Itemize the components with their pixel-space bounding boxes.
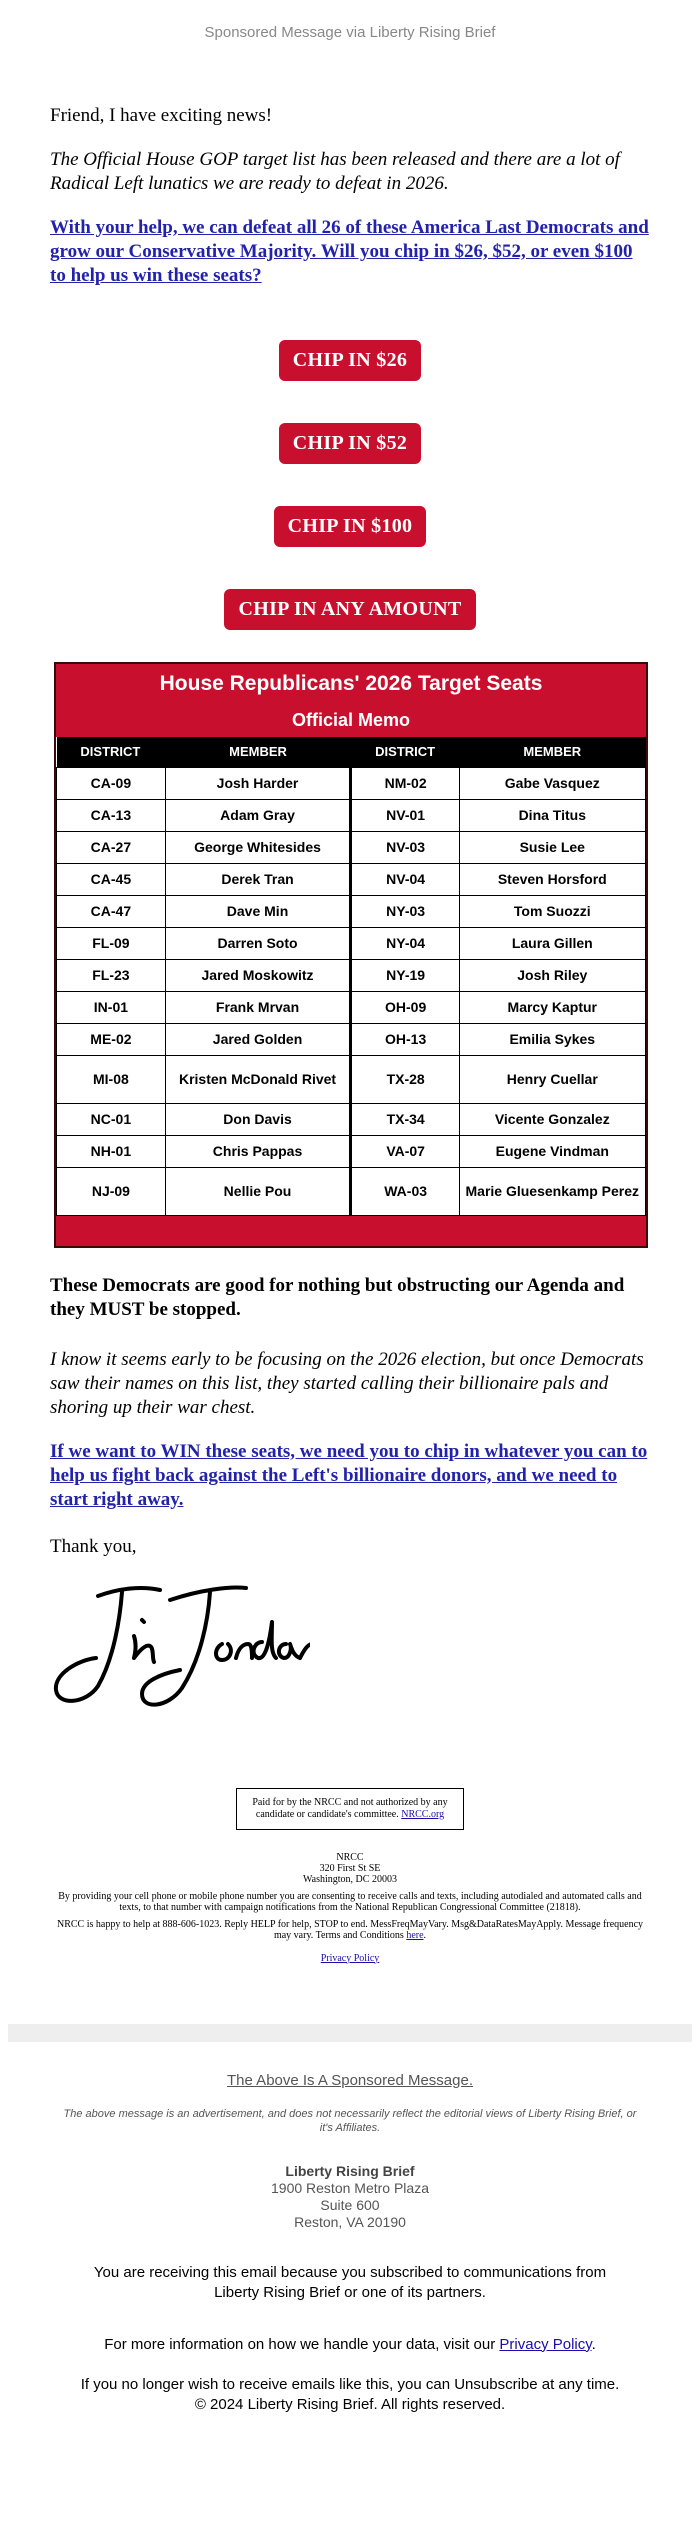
ask-paragraph <box>50 216 650 288</box>
chip-in-52-button[interactable]: CHIP IN $52 <box>279 423 421 464</box>
intro-paragraph: The Official House GOP target list has been released and there are a lot of Radical Left lunatics we are ready to defeat in 2026. <box>50 149 620 194</box>
district-cell: CA-27 <box>57 831 166 863</box>
signature-icon <box>50 1578 310 1718</box>
district-cell: CA-09 <box>57 767 166 799</box>
district-cell: CA-45 <box>57 863 166 895</box>
member-cell: Don Davis <box>165 1103 350 1135</box>
district-cell: OH-13 <box>351 1023 460 1055</box>
member-cell: George Whitesides <box>165 831 350 863</box>
column-header: DISTRICT <box>351 737 460 767</box>
org-addr-line: Suite 600 <box>320 2196 380 2213</box>
table-row <box>57 1103 646 1135</box>
table-row <box>57 1167 646 1215</box>
target-seats-table <box>56 737 646 1216</box>
table-row <box>57 863 646 895</box>
district-cell: NV-04 <box>351 863 460 895</box>
district-cell: MI-08 <box>57 1055 166 1103</box>
signature-image <box>50 1578 650 1718</box>
member-cell: Laura Gillen <box>460 927 645 959</box>
nrcc-address <box>50 1852 650 1964</box>
footer-privacy-link[interactable]: Privacy Policy <box>499 2335 592 2353</box>
data-info-text: For more information on how we handle your data, visit our <box>104 2335 496 2353</box>
nrcc-link[interactable]: NRCC.org <box>401 1808 445 1820</box>
ask-link-2[interactable]: If we want to WIN these seats, we need you to chip in whatever you can to help us fight back against the Left's billionaire donors, and we need to start right away. <box>50 1440 648 1510</box>
sponsor-footer <box>0 2072 700 2415</box>
district-cell: NV-01 <box>351 799 460 831</box>
table-row <box>57 1135 646 1167</box>
sponsor-line: Sponsored Message via Liberty Rising Brief <box>204 24 496 41</box>
member-cell: Kristen McDonald Rivet <box>165 1055 350 1103</box>
addr-line: 320 First St SE <box>319 1862 381 1874</box>
chip-in-any-amount-button[interactable]: CHIP IN ANY AMOUNT <box>224 589 475 630</box>
district-cell: FL-09 <box>57 927 166 959</box>
district-cell: NY-04 <box>351 927 460 959</box>
table-row <box>57 767 646 799</box>
district-cell: NY-03 <box>351 895 460 927</box>
member-cell: Marcy Kaptur <box>460 991 645 1023</box>
member-cell: Derek Tran <box>165 863 350 895</box>
greeting: Friend, I have exciting news! <box>50 105 273 126</box>
district-cell: OH-09 <box>351 991 460 1023</box>
member-cell: Henry Cuellar <box>460 1055 645 1103</box>
sponsored-notice: The Above Is A Sponsored Message. <box>227 2071 473 2089</box>
org-address <box>0 2163 700 2231</box>
member-cell: Jared Golden <box>165 1023 350 1055</box>
member-cell: Vicente Gonzalez <box>460 1103 645 1135</box>
memo-subtitle: Official Memo <box>291 710 411 730</box>
district-cell: NV-03 <box>351 831 460 863</box>
district-cell: CA-47 <box>57 895 166 927</box>
ask-paragraph-2 <box>50 1440 650 1512</box>
district-cell: TX-28 <box>351 1055 460 1103</box>
column-header: DISTRICT <box>57 737 166 767</box>
unsubscribe-note <box>70 2375 630 2415</box>
table-row <box>57 1023 646 1055</box>
org-addr-line: 1900 Reston Metro Plaza <box>271 2179 429 2196</box>
member-cell: Marie Gluesenkamp Perez <box>460 1167 645 1215</box>
italic-paragraph-2: I know it seems early to be focusing on the 2026 election, but once Democrats saw their names on this list, they started calling their billionaire pals and shoring up their war chest. <box>50 1348 644 1418</box>
email-body <box>0 104 700 1964</box>
member-cell: Frank Mrvan <box>165 991 350 1023</box>
chip-in-100-button[interactable]: CHIP IN $100 <box>274 506 427 547</box>
bold-statement: These Democrats are good for nothing but obstructing our Agenda and they MUST be stopped. <box>50 1274 625 1320</box>
ask-link[interactable]: With your help, we can defeat all 26 of these America Last Democrats and grow our Conservative Majority. Will you chip in $26, $52, or even $100 to help us win these seats? <box>50 217 649 286</box>
table-row <box>57 959 646 991</box>
member-cell: Chris Pappas <box>165 1135 350 1167</box>
member-cell: Susie Lee <box>460 831 645 863</box>
addr-line: NRCC <box>336 1851 364 1863</box>
addr-line: Washington, DC 20003 <box>303 1873 397 1885</box>
column-header: MEMBER <box>165 737 350 767</box>
table-row <box>57 1055 646 1103</box>
help-text: NRCC is happy to help at 888-606-1023. Reply HELP for help, STOP to end. MessFreqMayVary. Msg&DataRatesMayApply. Message frequency may vary. Terms and Conditions here. <box>56 1918 644 1941</box>
district-cell: NM-02 <box>351 767 460 799</box>
table-row <box>57 927 646 959</box>
member-cell: Dina Titus <box>460 799 645 831</box>
district-cell: CA-13 <box>57 799 166 831</box>
unsubscribe-text[interactable]: If you no longer wish to receive emails like this, you can Unsubscribe at any time. <box>80 2375 620 2393</box>
memo-footer-bar <box>56 1216 646 1246</box>
member-cell: Steven Horsford <box>460 863 645 895</box>
member-cell: Darren Soto <box>165 927 350 959</box>
consent-text: By providing your cell phone or mobile phone number you are consenting to receive calls and texts, including autodialed and automated calls and texts, to that number with campaign notifications from the National Republican Congressional Committee (21818). <box>58 1890 642 1913</box>
district-cell: NC-01 <box>57 1103 166 1135</box>
district-cell: NH-01 <box>57 1135 166 1167</box>
terms-here-link[interactable]: here <box>406 1929 424 1941</box>
district-cell: NY-19 <box>351 959 460 991</box>
data-info-note: For more information on how we handle your data, visit our Privacy Policy. <box>104 2335 596 2353</box>
member-cell: Nellie Pou <box>165 1167 350 1215</box>
paid-for-box <box>236 1788 464 1830</box>
district-cell: ME-02 <box>57 1023 166 1055</box>
copyright: © 2024 Liberty Rising Brief. All rights reserved. <box>194 2395 506 2413</box>
member-cell: Josh Riley <box>460 959 645 991</box>
table-row <box>57 991 646 1023</box>
column-header: MEMBER <box>460 737 645 767</box>
table-header-row <box>57 737 646 767</box>
member-cell: Eugene Vindman <box>460 1135 645 1167</box>
disclaimer: The above message is an advertisement, and does not necessarily reflect the editorial views of Liberty Rising Brief, or it's Affiliates. <box>63 2107 637 2134</box>
member-cell: Dave Min <box>165 895 350 927</box>
member-cell: Gabe Vasquez <box>460 767 645 799</box>
member-cell: Adam Gray <box>165 799 350 831</box>
paid-for-section <box>50 1788 650 1830</box>
donate-buttons <box>50 340 650 672</box>
nrcc-privacy-link[interactable]: Privacy Policy <box>320 1952 380 1964</box>
memo-title: House Republicans' 2026 Target Seats <box>159 672 543 695</box>
district-cell: WA-03 <box>351 1167 460 1215</box>
paid-for-text: Paid for by the NRCC and not authorized by any candidate or candidate's committee. <box>252 1796 448 1820</box>
table-row <box>57 799 646 831</box>
divider-bar <box>8 2024 692 2042</box>
target-seats-memo[interactable] <box>54 662 648 1248</box>
table-row <box>57 895 646 927</box>
subscribed-note: You are receiving this email because you subscribed to communications from Liberty Rising Brief or one of its partners. <box>93 2263 607 2301</box>
district-cell: FL-23 <box>57 959 166 991</box>
member-cell: Josh Harder <box>165 767 350 799</box>
help-text-body: NRCC is happy to help at 888-606-1023. Reply HELP for help, STOP to end. MessFreqMayVary. Msg&DataRatesMayApply. Message frequency may vary. Terms and Conditions <box>56 1918 644 1941</box>
member-cell: Tom Suozzi <box>460 895 645 927</box>
district-cell: NJ-09 <box>57 1167 166 1215</box>
district-cell: TX-34 <box>351 1103 460 1135</box>
org-name: Liberty Rising Brief <box>285 2162 415 2179</box>
org-addr-line: Reston, VA 20190 <box>294 2213 406 2230</box>
member-cell: Jared Moskowitz <box>165 959 350 991</box>
table-row <box>57 831 646 863</box>
district-cell: IN-01 <box>57 991 166 1023</box>
chip-in-26-button[interactable]: CHIP IN $26 <box>279 340 421 381</box>
thanks: Thank you, <box>50 1535 137 1557</box>
member-cell: Emilia Sykes <box>460 1023 645 1055</box>
district-cell: VA-07 <box>351 1135 460 1167</box>
